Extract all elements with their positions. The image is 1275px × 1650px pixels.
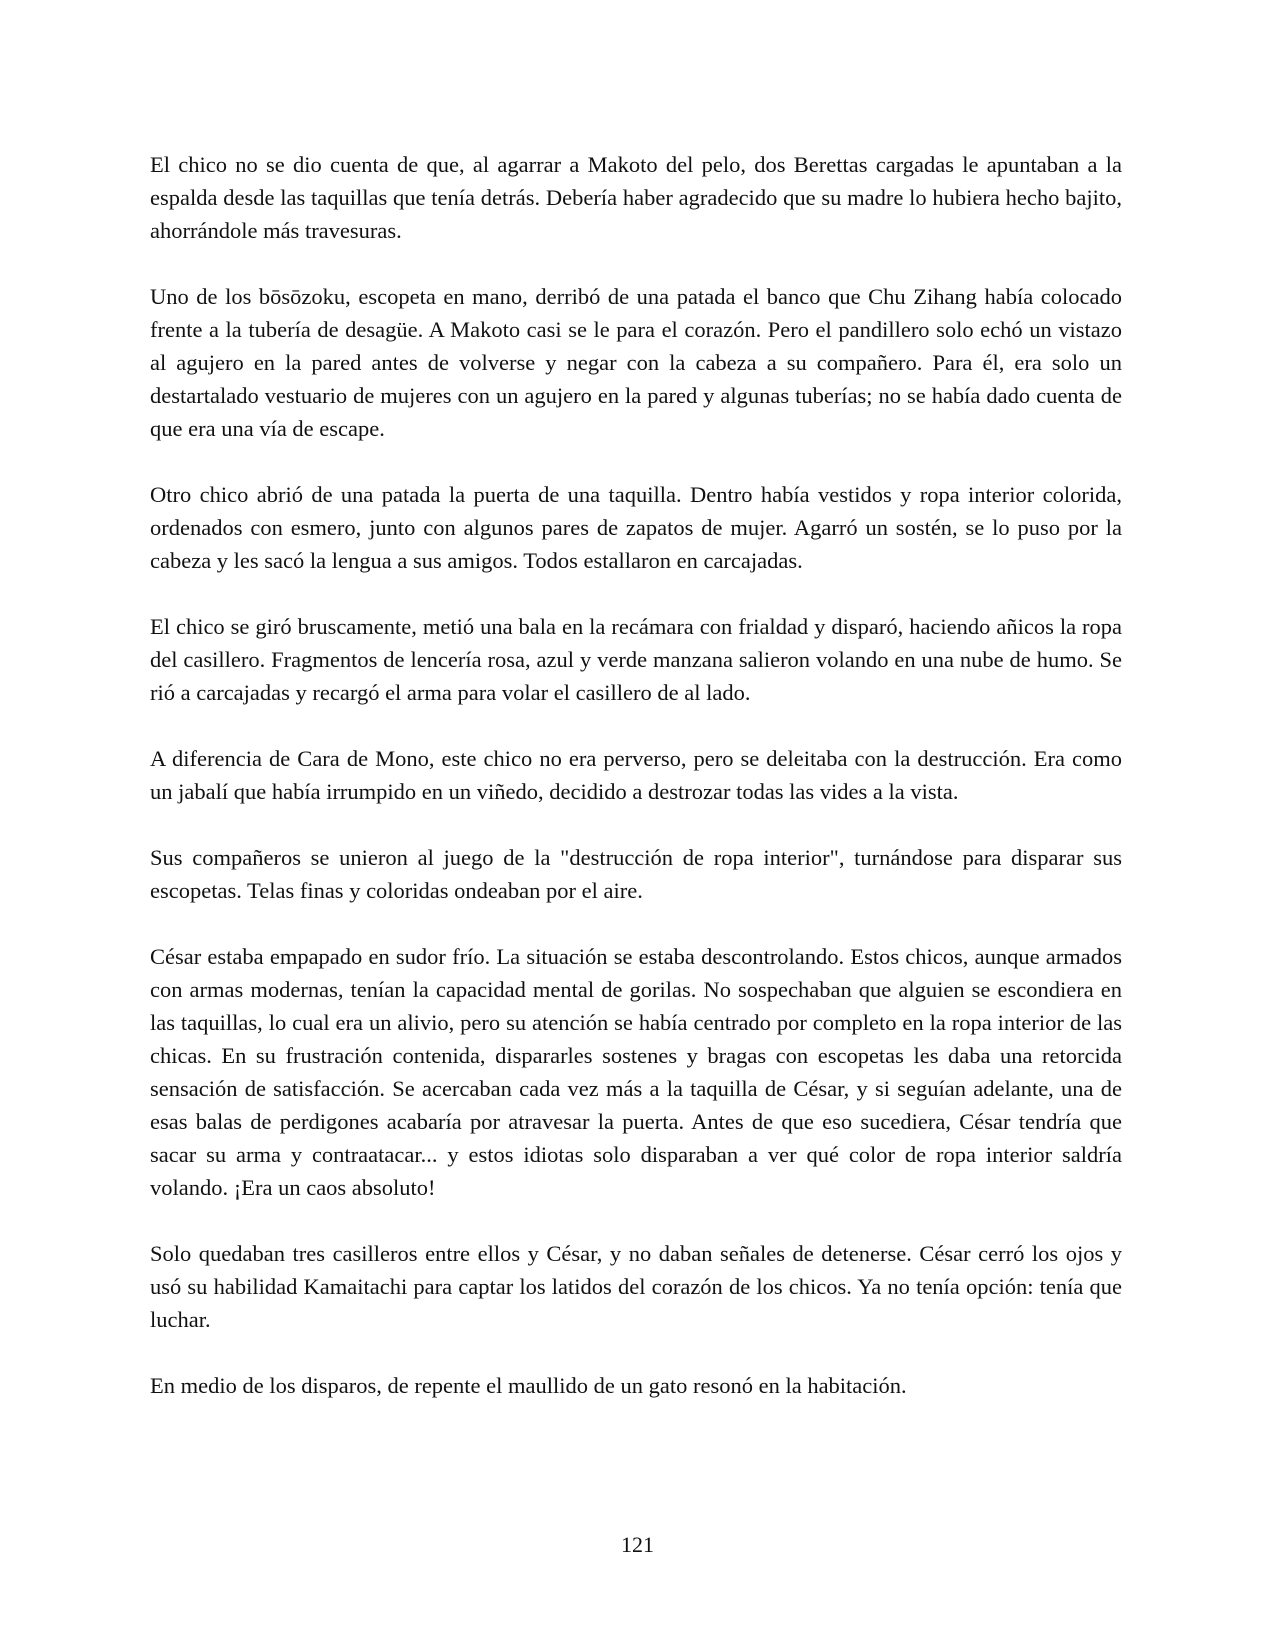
paragraph-9: En medio de los disparos, de repente el maullido de un gato resonó en la habitación. (150, 1373, 907, 1398)
paragraph-7: César estaba empapado en sudor frío. La situación se estaba descontrolando. Estos chicos, aunque armados con armas modernas, tenían la capacidad mental de gorilas. No sospechaban que alguien se escondiera en las taquillas, lo cual era un alivio, pero su atención se había centrado por completo en la ropa interior de las chicas. En su frustración contenida, dispararles sostenes y bragas con escopetas les daba una retorcida sensación de satisfacción. Se acercaban cada vez más a la taquilla de César, y si seguían adelante, una de esas balas de perdigones acabaría por atravesar la puerta. Antes de que eso sucediera, César tendría que sacar su arma y contraatacar... y estos idiotas solo disparaban a ver qué color de ropa interior saldría volando. ¡Era un caos absoluto! (150, 944, 1122, 1200)
paragraph-3: Otro chico abrió de una patada la puerta de una taquilla. Dentro había vestidos y ropa interior colorida, ordenados con esmero, junto con algunos pares de zapatos de mujer. Agarró un sostén, se lo puso por la cabeza y les sacó la lengua a sus amigos. Todos estallaron en carcajadas. (150, 482, 1122, 573)
paragraph-4: El chico se giró bruscamente, metió una bala en la recámara con frialdad y disparó, haciendo añicos la ropa del casillero. Fragmentos de lencería rosa, azul y verde manzana salieron volando en una nube de humo. Se rió a carcajadas y recargó el arma para volar el casillero de al lado. (150, 614, 1122, 705)
page-number: 121 (621, 1532, 654, 1557)
page-body (150, 148, 1122, 1435)
paragraph-1: El chico no se dio cuenta de que, al agarrar a Makoto del pelo, dos Berettas cargadas le apuntaban a la espalda desde las taquillas que tenía detrás. Debería haber agradecido que su madre lo hubiera hecho bajito, ahorrándole más travesuras. (150, 152, 1122, 243)
paragraph-5: A diferencia de Cara de Mono, este chico no era perverso, pero se deleitaba con la destrucción. Era como un jabalí que había irrumpido en un viñedo, decidido a destrozar todas las vides a la vista. (150, 746, 1122, 804)
paragraph-6: Sus compañeros se unieron al juego de la "destrucción de ropa interior", turnándose para disparar sus escopetas. Telas finas y coloridas ondeaban por el aire. (150, 845, 1122, 903)
paragraph-8: Solo quedaban tres casilleros entre ellos y César, y no daban señales de detenerse. César cerró los ojos y usó su habilidad Kamaitachi para captar los latidos del corazón de los chicos. Ya no tenía opción: tenía que luchar. (150, 1241, 1122, 1332)
paragraph-2: Uno de los bōsōzoku, escopeta en mano, derribó de una patada el banco que Chu Zihang había colocado frente a la tubería de desagüe. A Makoto casi se le para el corazón. Pero el pandillero solo echó un vistazo al agujero en la pared antes de volverse y negar con la cabeza a su compañero. Para él, era solo un destartalado vestuario de mujeres con un agujero en la pared y algunas tuberías; no se había dado cuenta de que era una vía de escape. (150, 284, 1122, 441)
